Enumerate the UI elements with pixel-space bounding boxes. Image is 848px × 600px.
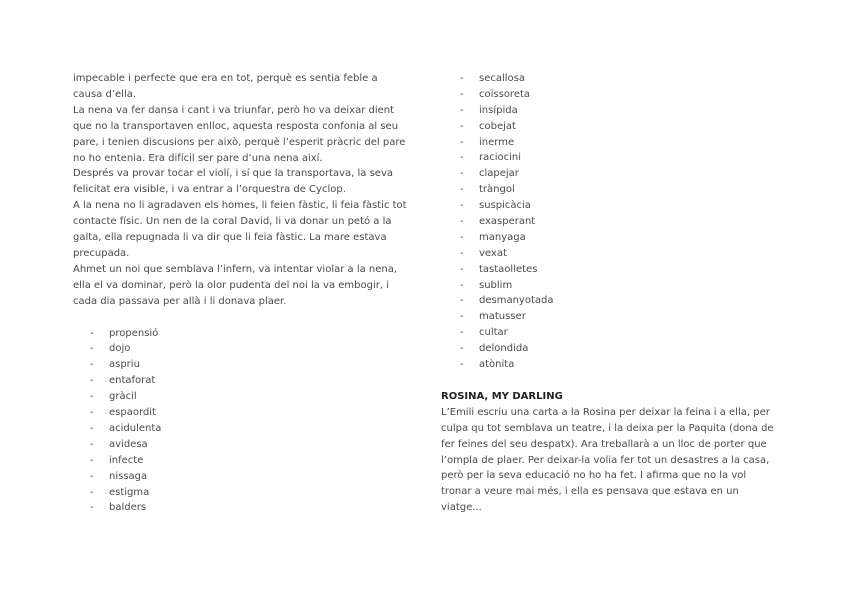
list-word: secallosa bbox=[479, 73, 526, 84]
list-dash: - bbox=[90, 486, 94, 498]
vocabulary-list-right bbox=[460, 71, 777, 373]
list-word: acidulenta bbox=[109, 422, 162, 434]
list-dash: - bbox=[460, 263, 464, 275]
list-item bbox=[460, 325, 777, 341]
list-dash: - bbox=[460, 136, 464, 148]
list-word: avidesa bbox=[109, 438, 148, 450]
list-item bbox=[90, 326, 407, 342]
list-item bbox=[90, 500, 407, 516]
list-item bbox=[90, 485, 407, 501]
list-dash: - bbox=[90, 422, 94, 434]
list-dash: - bbox=[90, 343, 94, 355]
list-word: atònita bbox=[479, 359, 515, 371]
list-dash: - bbox=[460, 73, 464, 84]
list-word: raciocini bbox=[479, 152, 522, 164]
list-word: exasperant bbox=[479, 216, 536, 228]
list-word: cultar bbox=[479, 327, 508, 339]
list-item bbox=[460, 71, 777, 87]
list-dash: - bbox=[460, 88, 464, 100]
list-word: coïssoreta bbox=[479, 88, 531, 100]
list-dash: - bbox=[460, 168, 464, 180]
list-dash: - bbox=[460, 279, 464, 291]
list-item bbox=[460, 357, 777, 373]
list-item bbox=[460, 262, 777, 278]
list-dash: - bbox=[90, 375, 94, 387]
summary-paragraph: L’Emili escriu una carta a la Rosina per deixar la feina i a ella, per culpa qu tot semblava un teatre, i la deixa per la Paquita (dona de fer feines del seu despatx). Ara treballarà a un lloc de porter que l’ompla de plaer. Per deixar-la volia fer tot un desastres a la casa, però per la seva educació no ho ha fet. I afirma que no la vol tronar a veure mai més, i ella es pensava que estava en un viatge... bbox=[441, 406, 774, 514]
list-word: vexat bbox=[479, 247, 507, 259]
list-word: delondida bbox=[479, 343, 529, 355]
paragraph-4: A la nena no li agradaven els homes, li feien fàstic, li feia fàstic tot contacte físic. Un nen de la coral David, li va donar un petó a la galta, ella repugnada li va dir que li feia fàstic. La mare estava precupada. bbox=[73, 200, 407, 259]
list-dash: - bbox=[90, 327, 94, 339]
list-word: gràcil bbox=[109, 391, 137, 403]
list-word: infecte bbox=[109, 454, 144, 466]
list-dash: - bbox=[90, 470, 94, 482]
paragraph-1: impecable i perfecte que era en tot, perquè es sentia feble a causa d’ella. bbox=[73, 73, 378, 100]
list-word: aspriu bbox=[109, 359, 140, 371]
list-dash: - bbox=[460, 311, 464, 323]
list-item bbox=[460, 182, 777, 198]
vocabulary-list-left bbox=[90, 326, 407, 517]
list-item bbox=[90, 357, 407, 373]
list-item bbox=[90, 405, 407, 421]
list-dash: - bbox=[460, 152, 464, 164]
list-dash: - bbox=[460, 343, 464, 355]
list-word: cobejat bbox=[479, 120, 516, 132]
list-dash: - bbox=[460, 231, 464, 243]
list-word: insípida bbox=[479, 104, 518, 116]
list-item bbox=[460, 103, 777, 119]
list-item bbox=[460, 293, 777, 309]
list-word: nissaga bbox=[109, 470, 148, 482]
list-item bbox=[90, 373, 407, 389]
list-dash: - bbox=[460, 295, 464, 307]
list-word: dojo bbox=[109, 343, 131, 355]
list-dash: - bbox=[90, 391, 94, 403]
list-dash: - bbox=[460, 359, 464, 371]
list-item bbox=[90, 341, 407, 357]
list-dash: - bbox=[90, 502, 94, 514]
list-item bbox=[460, 166, 777, 182]
list-item bbox=[460, 119, 777, 135]
list-item bbox=[460, 309, 777, 325]
list-word: manyaga bbox=[479, 231, 526, 243]
list-dash: - bbox=[90, 454, 94, 466]
list-item bbox=[460, 278, 777, 294]
right-column bbox=[441, 71, 777, 516]
section-heading: ROSINA, MY DARLING bbox=[441, 390, 563, 402]
list-item bbox=[460, 214, 777, 230]
list-dash: - bbox=[90, 359, 94, 371]
list-item bbox=[460, 87, 777, 103]
list-item bbox=[90, 453, 407, 469]
list-item bbox=[460, 230, 777, 246]
list-dash: - bbox=[460, 184, 464, 196]
list-word: propensió bbox=[109, 327, 159, 339]
list-word: espaordit bbox=[109, 407, 156, 419]
list-item bbox=[90, 389, 407, 405]
list-dash: - bbox=[90, 407, 94, 419]
paragraph-2: La nena va fer dansa i cant i va triunfar, però ho va deixar dient que no la transportaven enlloc, aquesta resposta confonia al seu pare, i tenien discusions per això, perquè l’esperit pràcric del pare no ho entenia. Era difícil ser pare d’una nena així. bbox=[73, 104, 406, 164]
paragraph-5: Ahmet un noi que semblava l’infern, va intentar violar a la nena, ella el va dominar, però la olor pudenta del noi la va embogir, i cada dia passava per allà i li donava plaer. bbox=[73, 263, 398, 307]
left-column bbox=[73, 71, 407, 516]
list-item bbox=[460, 341, 777, 357]
list-dash: - bbox=[460, 247, 464, 259]
list-item bbox=[460, 246, 777, 262]
list-dash: - bbox=[90, 438, 94, 450]
paragraph-3: Després va provar tocar el violí, i sí que la transportava, la seva felicitat era visible, i va entrar a l’orquestra de Cyclop. bbox=[73, 168, 394, 196]
list-word: balders bbox=[109, 502, 147, 514]
list-dash: - bbox=[460, 327, 464, 339]
list-dash: - bbox=[460, 104, 464, 116]
list-item bbox=[460, 135, 777, 151]
list-word: inerme bbox=[479, 136, 515, 148]
list-word: estigma bbox=[109, 486, 150, 498]
list-word: tastaolletes bbox=[479, 263, 538, 275]
list-item bbox=[90, 437, 407, 453]
list-word: tràngol bbox=[479, 184, 515, 196]
list-dash: - bbox=[460, 200, 464, 212]
list-word: desmanyotada bbox=[479, 295, 554, 307]
list-dash: - bbox=[460, 120, 464, 132]
list-item bbox=[460, 198, 777, 214]
list-word: sublim bbox=[479, 279, 513, 291]
list-word: entaforat bbox=[109, 375, 156, 387]
list-word: clapejar bbox=[479, 168, 519, 180]
list-word: suspicàcia bbox=[479, 200, 531, 212]
list-item bbox=[90, 421, 407, 437]
list-item bbox=[460, 150, 777, 166]
list-dash: - bbox=[460, 216, 464, 228]
list-item bbox=[90, 469, 407, 485]
list-word: matusser bbox=[479, 311, 526, 323]
